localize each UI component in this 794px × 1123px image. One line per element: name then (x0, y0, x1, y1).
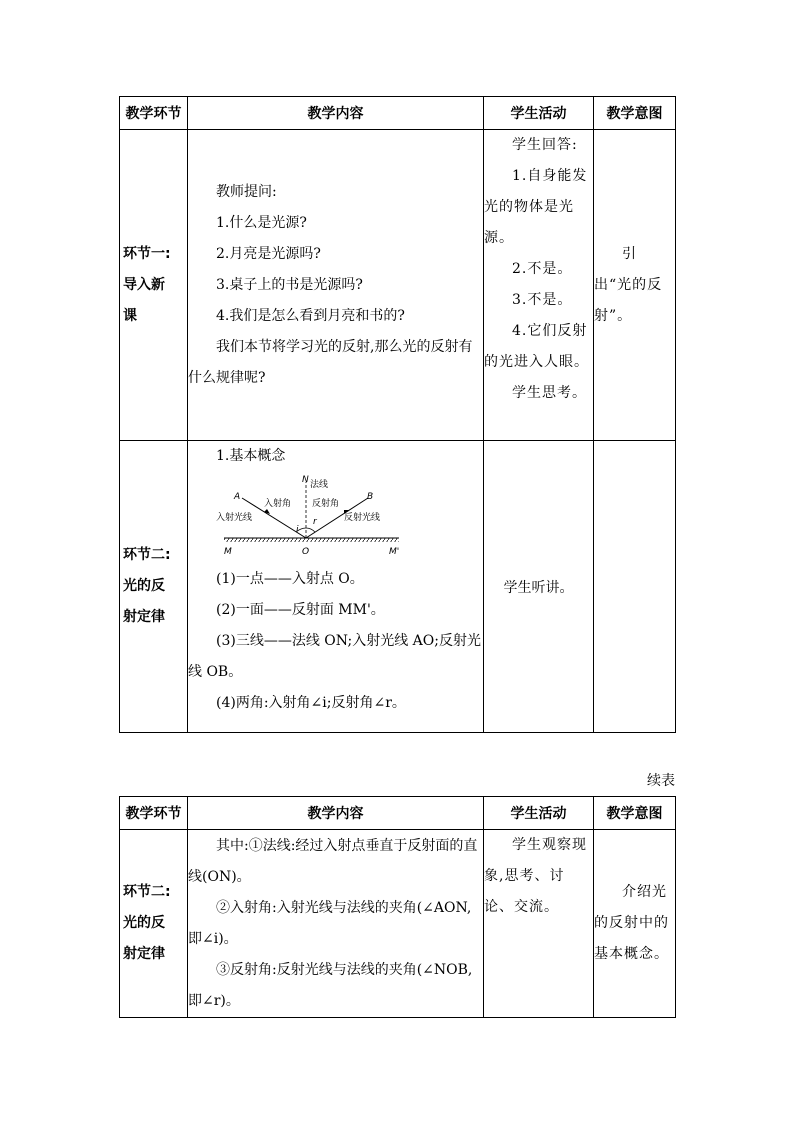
label-normal: 法线 (310, 480, 329, 490)
label-r: r (313, 517, 317, 527)
label-A: A (234, 492, 241, 502)
label-B: B (367, 492, 374, 502)
lesson-table-2 (119, 796, 676, 1018)
header-content: 教学内容 (188, 97, 484, 130)
header-intent: 教学意图 (594, 97, 676, 130)
intent-cell: 介绍光的反射中的基本概念。 (594, 830, 676, 1018)
content-cell: 其中:①法线:经过入射点垂直于反射面的直线(ON)。 ②入射角:入射光线与法线的夹角(∠AON,即∠i)。 ③反射角:反射光线与法线的夹角(∠NOB,即∠r)。 (188, 830, 484, 1018)
label-incident-angle: 入射角 (264, 499, 292, 509)
label-i: i (296, 525, 299, 535)
header-content: 教学内容 (188, 797, 484, 830)
label-N: N (302, 475, 309, 485)
table-row (120, 830, 676, 1018)
content-cell: 教师提问: 1.什么是光源? 2.月亮是光源吗? 3.桌子上的书是光源吗? 4.我们是怎么看到月亮和书的? 我们本节将学习光的反射,那么光的反射有什么规律呢? (188, 130, 484, 441)
label-O: O (302, 547, 310, 557)
lesson-table-1 (119, 96, 676, 733)
header-stage: 教学环节 (120, 97, 188, 130)
mirror-hatch (224, 538, 399, 542)
continued-label: 续表 (647, 773, 675, 789)
content-cell: 1.基本概念 N 法线 A B 入射角 反射角 入射光线 反射光线 i r M O M' (1)一点——入射点 O。 (2)一面——反射面 MM'。 (3)三线——法线 ON;入射光线 AO;反射光线 OB。 (4)两角:入射角∠i;反射角∠r。 (188, 441, 484, 733)
angle-r-arc (306, 528, 315, 532)
intent-cell: 引出“光的反射”。 (594, 130, 676, 441)
stage-cell: 环节二: 光的反 射定律 (120, 830, 188, 1018)
label-incident-ray: 入射光线 (216, 513, 253, 523)
student-cell: 学生观察现象,思考、讨论、交流。 (484, 830, 594, 1018)
header-student: 学生活动 (484, 97, 594, 130)
label-M: M (224, 547, 232, 557)
header-stage: 教学环节 (120, 797, 188, 830)
student-cell: 学生听讲。 (484, 441, 594, 733)
stage-cell: 环节一: 导入新 课 (120, 130, 188, 441)
table-header-row (120, 797, 676, 830)
label-reflected-ray: 反射光线 (344, 513, 381, 523)
table-row (120, 441, 676, 733)
table-row (120, 130, 676, 441)
header-intent: 教学意图 (594, 797, 676, 830)
label-reflected-angle: 反射角 (312, 499, 340, 509)
reflection-diagram (216, 474, 416, 560)
stage-cell: 环节二: 光的反 射定律 (120, 441, 188, 733)
label-M-prime: M' (389, 547, 400, 557)
student-cell: 学生回答: 1.自身能发光的物体是光源。 2.不是。 3.不是。 4.它们反射的光进入人眼。 学生思考。 (484, 130, 594, 441)
table-header-row (120, 97, 676, 130)
intent-cell (594, 441, 676, 733)
header-student: 学生活动 (484, 797, 594, 830)
